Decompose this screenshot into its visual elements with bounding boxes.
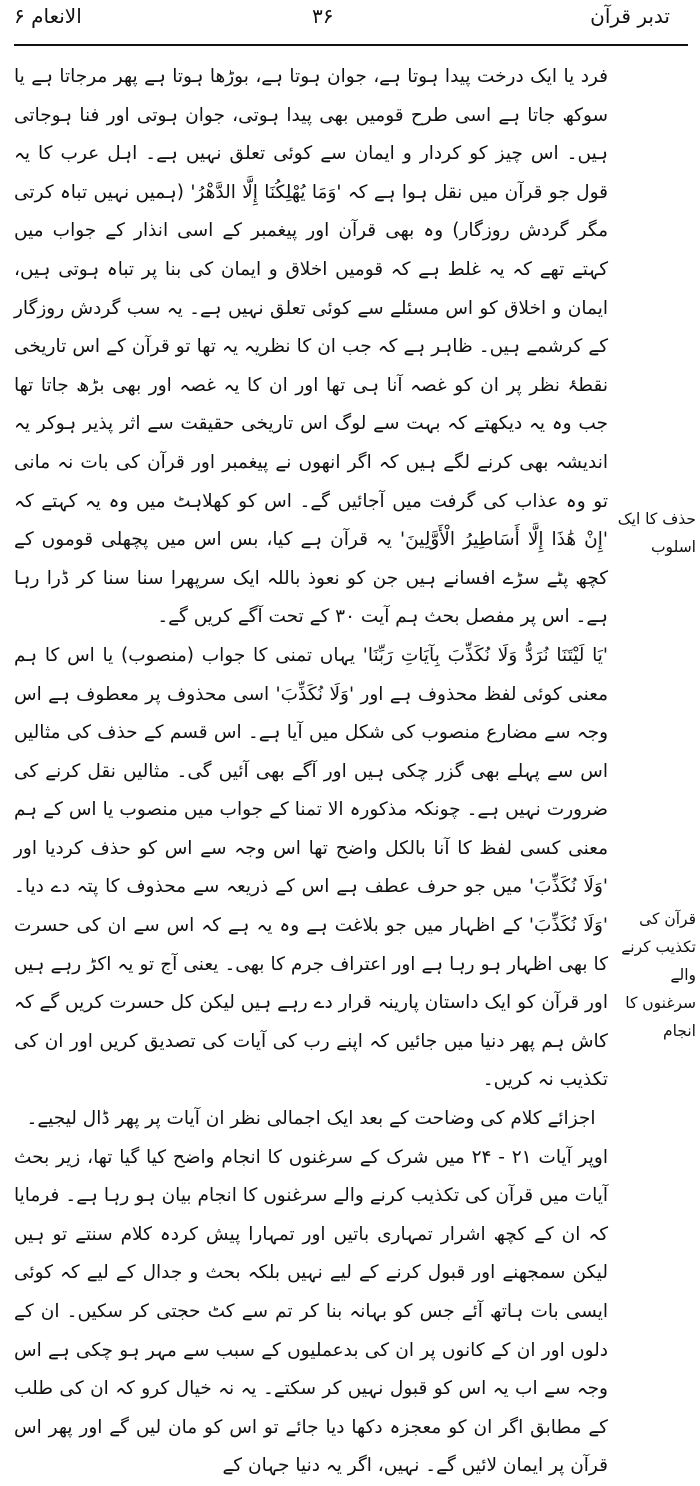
surah-name: الانعام ۶ <box>14 4 82 28</box>
paragraph-1: فرد یا ایک درخت پیدا ہوتا ہے، جوان ہوتا ہے، بوڑھا ہوتا ہے پھر مرجاتا ہے یا سوکھ جاتا ہے اسی طرح قومیں بھی پیدا ہوتی، جوان ہوتی اور فنا ہوجاتی ہیں۔ اس چیز کو کردار و ایمان سے کوئی تعلق نہیں ہے۔ اہل عرب کا یہ قول جو قرآن میں نقل ہوا ہے کہ 'وَمَا يُهْلِكُنَا إِلَّا الدَّهْرُ' (ہمیں نہیں تباہ کرتی مگر گردش روزگار) وہ بھی قرآن اور پیغمبر کے اسی انذار کے جواب میں کہتے تھے کہ یہ غلط ہے کہ قومیں اخلاق و ایمان کی بنا پر تباہ ہوتی ہیں، ایمان و اخلاق کو اس مسئلے سے کوئی تعلق نہیں ہے۔ یہ سب گردش روزگار کے کرشمے ہیں۔ ظاہر ہے کہ جب ان کا نظریہ یہ تھا تو قرآن کے اس تاریخی نقطۂ نظر پر ان کو غصہ آنا ہی تھا اور ان کا یہ غصہ اور بھی بڑھ جاتا تھا جب وہ یہ دیکھتے کہ بہت سے لوگ اس تاریخی حقیقت سے اثر پذیر ہوکر یہ اندیشہ بھی کرنے لگے ہیں کہ اگر انھوں نے پیغمبر اور قرآن کی بات نہ مانی تو وہ عذاب کی گرفت میں آجائیں گے۔ اس کو کھلاہٹ میں وہ یہ کہتے کہ 'إِنْ هَٰذَا إِلَّا أَسَاطِيرُ الْأَوَّلِينَ' یہ قرآن ہے کیا، بس اس میں پچھلی قوموں کے کچھ پٹے سڑے افسانے ہیں جن کو نعوذ باللہ ایک سرپھرا سنا سنا کر ڈرا رہا ہے۔ اس پر مفصل بحث ہم آیت ۳۰ کے تحت آگے کریں گے۔ <box>14 66 608 628</box>
page-body <box>14 58 608 1486</box>
paragraph-2: 'يَا لَيْتَنَا نُرَدُّ وَلَا نُكَذِّبَ بِآيَاتِ رَبِّنَا' یہاں تمنی کا جواب (منصوب) یا اس کا ہم معنی کوئی لفظ محذوف ہے اور 'وَلَا نُكَذِّبَ' اسی محذوف پر معطوف ہے اس وجہ سے مضارع منصوب کی شکل میں آیا ہے۔ اس قسم کے حذف کی مثالیں اس سے پہلے بھی گزر چکی ہیں اور آگے بھی آئیں گی۔ مثالیں نقل کرنے کی ضرورت نہیں ہے۔ چونکہ مذکورہ الا تمنا کے جواب میں منصوب یا اس کے ہم معنی کسی لفظ کا آنا بالکل واضح تھا اس وجہ سے اس کو حذف کردیا اور 'وَلَا نُكَذِّبَ' میں جو حرف عطف ہے اس کے ذریعہ سے محذوف کا پتہ دے دیا۔ 'وَلَا نُكَذِّبَ' کے اظہار میں جو بلاغت ہے وہ یہ ہے کہ اس سے ان کی حسرت کا بھی اظہار ہو رہا ہے اور اعتراف جرم کا بھی۔ یعنی آج تو یہ اکڑ رہے ہیں اور قرآن کو ایک داستان پارینہ قرار دے رہے ہیں لیکن کل حسرت کریں گے کہ کاش ہم پھر دنیا میں جائیں کہ اپنے رب کی آیات کی تصدیق کریں اور ان کی تکذیب نہ کریں۔ <box>14 644 608 1091</box>
section-intro-line: اجزائے کلام کی وضاحت کے بعد ایک اجمالی نظر ان آیات پر پھر ڈال لیجیے۔ <box>26 1108 596 1130</box>
margin-note-ellipsis-style: حذف کا ایک اسلوب <box>617 510 696 556</box>
page-number: ۳۶ <box>312 4 334 28</box>
margin-note-deniers-fate: قرآن کی تکذیب کرنے والے سرغنوں کا انجام <box>621 910 696 1040</box>
header-rule <box>14 44 688 46</box>
paragraph-3: اوپر آیات ۲۱ - ۲۴ میں شرک کے سرغنوں کا انجام واضح کیا گیا تھا، زیر بحث آیات میں قرآن کی تکذیب کرنے والے سرغنوں کا انجام بیان ہو رہا ہے۔ فرمایا کہ ان کے کچھ اشرار تمہاری باتیں اور تمہارا پیش کردہ کلام سنتے تو ہیں لیکن سمجھنے اور قبول کرنے کے لیے نہیں بلکہ بحث و جدال کے لیے کہ کوئی ایسی بات ہاتھ آئے جس کو بہانہ بنا کر تم سے کٹ حجتی کر سکیں۔ ان کے دلوں اور ان کے کانوں پر ان کی بدعملیوں کے سبب سے مہر ہو چکی ہے اس وجہ سے اب یہ اس کو قبول نہیں کر سکتے۔ یہ نہ خیال کرو کہ ان کی طلب کے مطابق اگر ان کو معجزہ دکھا دیا جائے تو اس کو مان لیں گے اور پھر اس قرآن پر ایمان لائیں گے۔ نہیں، اگر یہ دنیا جہان کے <box>14 1146 608 1477</box>
book-title: تدبر قرآن <box>590 4 670 28</box>
